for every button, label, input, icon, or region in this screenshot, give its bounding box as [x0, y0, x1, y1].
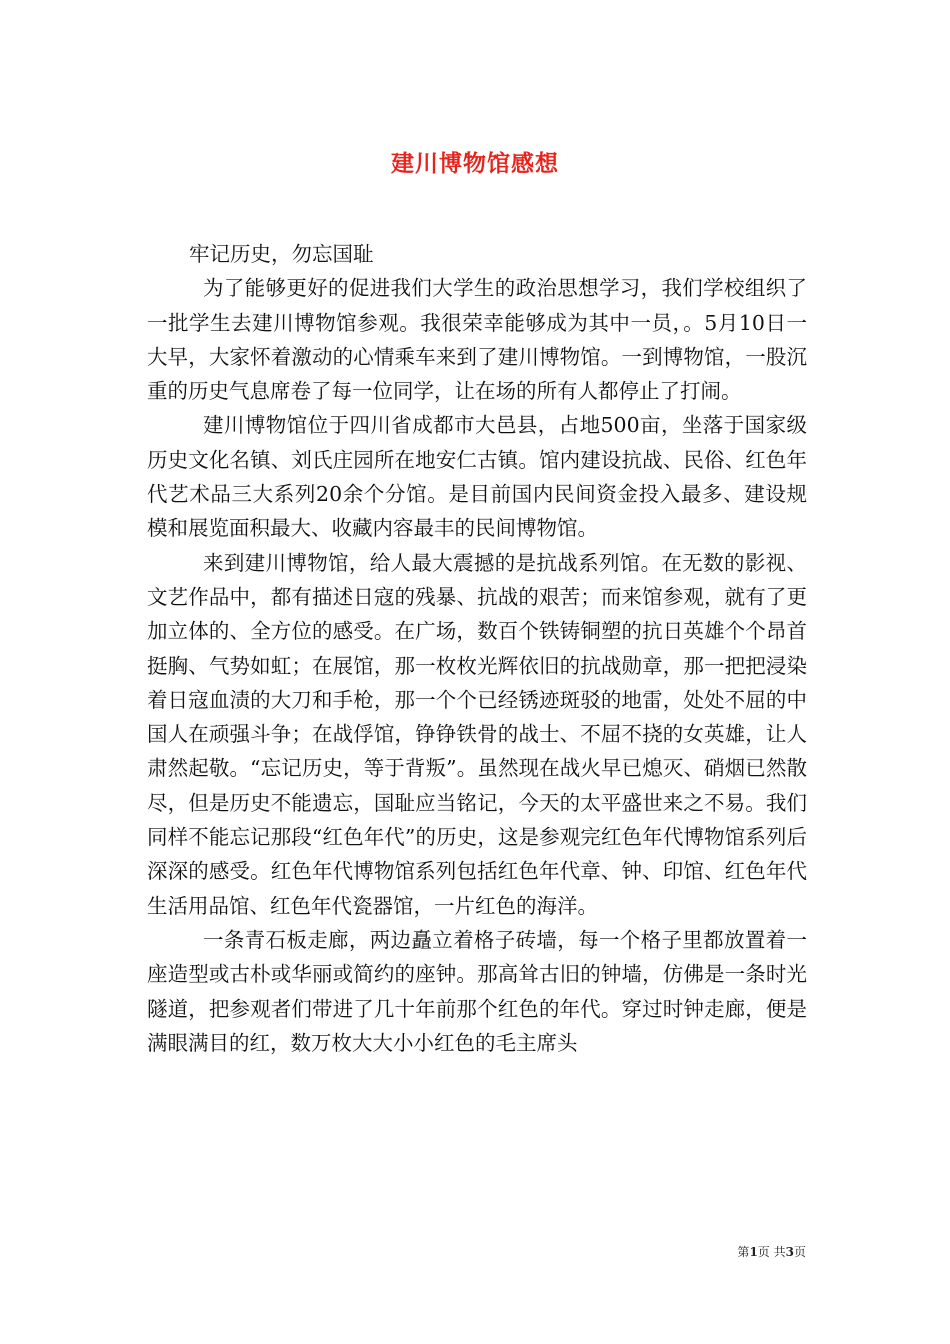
paragraph-2: 建川博物馆位于四川省成都市大邑县，占地500亩，坐落于国家级历史文化名镇、刘氏庄园所在地安仁古镇。馆内建设抗战、民俗、红色年代艺术品三大系列20余个分馆。是目前国内民间资金投入最多、建设规模和展览面积最大、收藏内容最丰的民间博物馆。: [147, 413, 807, 541]
footer-total-pages: 3: [785, 1245, 794, 1259]
document-subtitle: 牢记历史，勿忘国耻: [189, 242, 374, 266]
page-footer: [0, 1244, 806, 1260]
footer-suffix: 页: [793, 1245, 806, 1259]
paragraph-4: 一条青石板走廊，两边矗立着格子砖墙，每一个格子里都放置着一座造型或古朴或华丽或简约的座钟。那高耸古旧的钟墙，仿佛是一条时光隧道，把参观者们带进了几十年前那个红色的年代。穿过时钟走廊，便是满眼满目的红，数万枚大大小小红色的毛主席头: [147, 927, 807, 1055]
page-title: 建川博物馆感想: [391, 150, 559, 178]
paragraph-3: 来到建川博物馆，给人最大震撼的是抗战系列馆。在无数的影视、文艺作品中，都有描述日寇的残暴、抗战的艰苦；而来馆参观，就有了更加立体的、全方位的感受。在广场，数百个铁铸铜塑的抗日英雄个个昂首挺胸、气势如虹；在展馆，那一枚枚光辉依旧的抗战勋章，那一把把浸染着日寇血渍的大刀和手枪，那一个个已经锈迹斑驳的地雷，处处不屈的中国人在顽强斗争；在战俘馆，铮铮铁骨的战士、不屈不挠的女英雄，让人肃然起敬。“忘记历史，等于背叛”。虽然现在战火早已熄灭、硝烟已然散尽，但是历史不能遗忘，国耻应当铭记，今天的太平盛世来之不易。我们同样不能忘记那段“红色年代”的历史，这是参观完红色年代博物馆系列后深深的感受。红色年代博物馆系列包括红色年代章、钟、印馆、红色年代生活用品馆、红色年代瓷器馆，一片红色的海洋。: [147, 550, 807, 918]
footer-current-page: 1: [749, 1245, 758, 1259]
footer-middle: 页 共: [757, 1245, 786, 1259]
document-body: [147, 237, 807, 1060]
paragraph-1: 为了能够更好的促进我们大学生的政治思想学习，我们学校组织了一批学生去建川博物馆参观。我很荣幸能够成为其中一员，。5月10日一大早，大家怀着激动的心情乘车来到了建川博物馆。一到博物馆，一股沉重的历史气息席卷了每一位同学，让在场的所有人都停止了打闹。: [147, 276, 807, 404]
footer-prefix: 第: [737, 1245, 750, 1259]
